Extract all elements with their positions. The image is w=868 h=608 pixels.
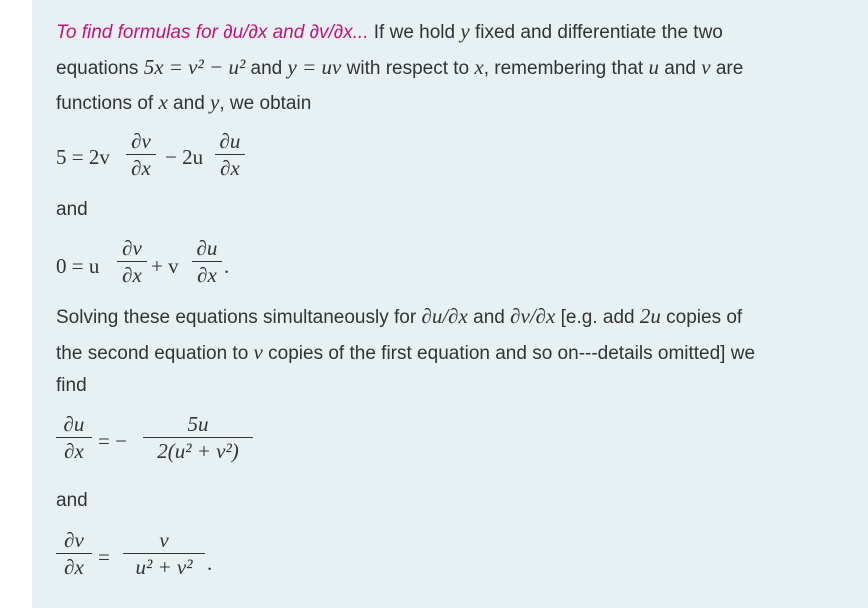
intro-text: , we obtain — [219, 93, 312, 114]
eq2-period: . — [224, 254, 230, 278]
denominator: ∂x — [197, 263, 217, 287]
connector-and-2: and — [56, 490, 88, 511]
var-x: x — [474, 55, 484, 79]
numerator: ∂u — [196, 236, 218, 260]
connector-and-1: and — [56, 199, 88, 220]
res2-rhs-fraction — [123, 527, 205, 580]
var-x: x — [158, 90, 168, 114]
intro-line-3 — [56, 90, 311, 116]
solve-line-3: find — [56, 375, 87, 396]
var-v: v — [701, 55, 711, 79]
denominator: ∂x — [122, 263, 142, 287]
res1-lhs-fraction — [56, 411, 92, 464]
math-v: v — [253, 340, 263, 364]
denominator: ∂x — [64, 439, 84, 463]
intro-text: If we hold — [368, 22, 461, 43]
numerator: ∂u — [219, 129, 241, 153]
eq1-fraction-du-dx — [215, 128, 245, 181]
eq1-fraction-dv-dx — [126, 128, 156, 181]
solve-line-2 — [56, 340, 755, 366]
solve-text: copies of — [660, 307, 743, 328]
solve-text: [e.g. add — [555, 307, 640, 328]
eq2-mid: + v — [151, 254, 179, 278]
var-y: y — [210, 90, 220, 114]
intro-line-2 — [56, 55, 743, 81]
eq2-fraction-du-dx — [192, 235, 222, 288]
math-2u: 2u — [639, 304, 661, 328]
res2-period: . — [207, 551, 213, 575]
intro-text: fixed and differentiate the two — [469, 22, 723, 43]
res1-equals: = − — [98, 429, 127, 453]
intro-text: and — [658, 58, 702, 79]
denominator: 2(u² + v²) — [157, 439, 239, 463]
denominator: ∂x — [131, 156, 151, 180]
math-du-dx: ∂u/∂x — [421, 304, 468, 328]
denominator: u² + v² — [135, 555, 193, 579]
intro-text: and — [167, 93, 211, 114]
numerator: ∂v — [131, 129, 151, 153]
eq1-mid: − 2u — [165, 145, 204, 169]
denominator: ∂x — [220, 156, 240, 180]
solve-text: and — [467, 307, 511, 328]
intro-text: equations — [56, 58, 144, 79]
lead-phrase: To find formulas for ∂u/∂x and ∂v/∂x... — [56, 22, 369, 43]
res2-lhs-fraction — [56, 527, 92, 580]
solve-text: the second equation to — [56, 343, 254, 364]
eq2-fraction-dv-dx — [117, 235, 147, 288]
solve-text: Solving these equations simultaneously for — [56, 307, 422, 328]
equation-5x: 5x = v² − u² — [143, 55, 246, 79]
intro-text: and — [245, 58, 288, 79]
denominator: ∂x — [64, 555, 84, 579]
var-u: u — [648, 55, 659, 79]
solve-line-1 — [56, 304, 742, 330]
intro-text: with respect to — [341, 58, 475, 79]
res2-equals: = — [98, 545, 110, 569]
intro-text: are — [710, 58, 744, 79]
numerator: ∂v — [122, 236, 142, 260]
intro-text: , remembering that — [483, 58, 649, 79]
intro-line-1 — [56, 19, 723, 45]
numerator: ∂v — [64, 528, 84, 552]
solve-text: copies of the first equation and so on---details omitted] we — [262, 343, 756, 364]
eq1-lhs: 5 = 2v — [56, 145, 110, 169]
var-y: y — [460, 19, 470, 43]
res1-rhs-fraction — [143, 411, 253, 464]
math-dv-dx: ∂v/∂x — [510, 304, 556, 328]
numerator: v — [159, 528, 169, 552]
numerator: 5u — [187, 412, 209, 436]
numerator: ∂u — [63, 412, 85, 436]
intro-text: functions of — [56, 93, 159, 114]
eq2-lhs: 0 = u — [56, 254, 100, 278]
equation-y: y = uv — [287, 55, 342, 79]
